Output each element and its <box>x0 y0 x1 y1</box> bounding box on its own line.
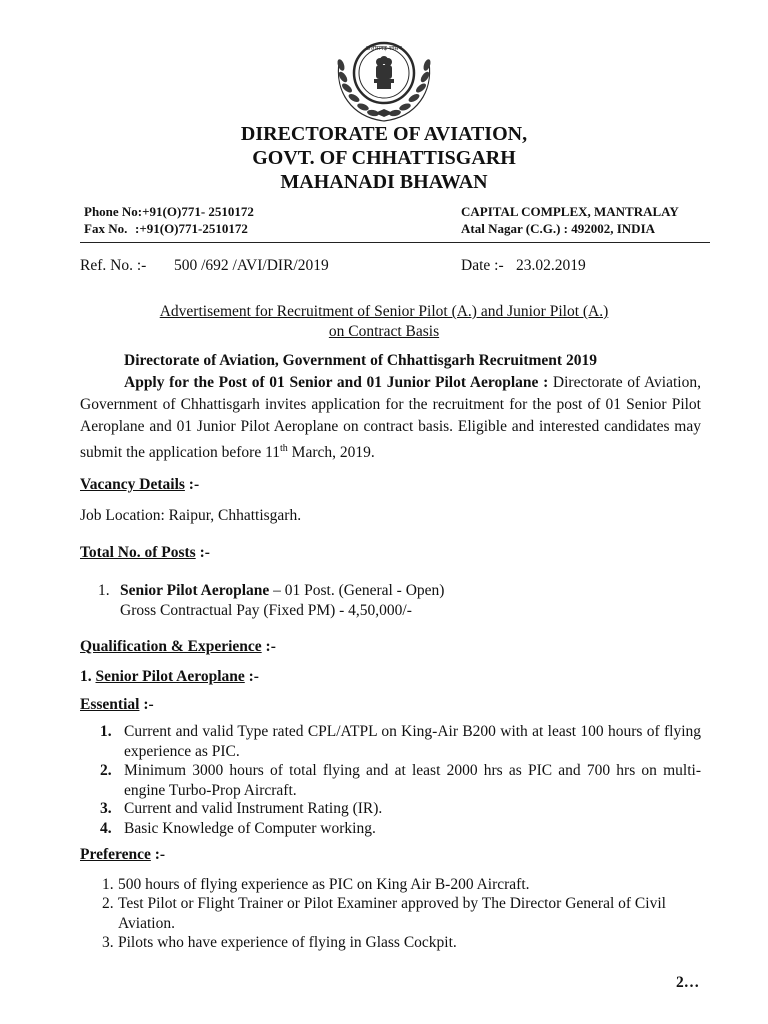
qualification-sub-heading: Senior Pilot Aeroplane <box>95 668 245 685</box>
org-title-line3: MAHANADI BHAWAN <box>280 171 488 193</box>
intro-paragraph <box>80 372 701 464</box>
essential-item-text: Current and valid Instrument Rating (IR). <box>124 800 383 817</box>
org-title-line1: DIRECTORATE OF AVIATION, <box>240 123 528 145</box>
qualification-heading-row <box>80 636 276 658</box>
preference-item <box>102 875 701 895</box>
vacancy-suffix: :- <box>184 476 200 493</box>
preference-suffix: :- <box>150 846 166 863</box>
essential-heading-row <box>80 694 154 716</box>
advertisement-title-line2: on Contract Basis <box>328 323 440 340</box>
fax-label: Fax No. <box>84 221 128 236</box>
posts-suffix: :- <box>195 544 210 561</box>
fax-number: :+91(O)771-2510172 <box>135 221 248 236</box>
essential-item-number: 1. <box>100 723 112 740</box>
preference-item-text: 500 hours of flying experience as PIC on King Air B-200 Aircraft. <box>118 876 530 893</box>
preference-item <box>102 894 701 933</box>
qualification-sub-number: 1. <box>80 668 96 685</box>
intro-body-end: March, 2019. <box>287 444 375 462</box>
essential-item-number: 2. <box>100 762 112 779</box>
intro-superscript: th <box>280 443 288 454</box>
essential-item <box>100 761 701 800</box>
phone-number: Phone No:+91(O)771- 2510172 <box>84 204 254 219</box>
posts-heading: Total No. of Posts <box>80 544 196 561</box>
preference-item-number: 1. <box>102 876 114 893</box>
preference-item <box>102 933 701 953</box>
job-location: Job Location: Raipur, Chhattisgarh. <box>80 507 302 524</box>
preference-heading: Preference <box>80 846 151 863</box>
address-line2: Atal Nagar (C.G.) : 492002, INDIA <box>461 221 656 236</box>
essential-item-number: 3. <box>100 800 112 817</box>
preference-item-number: 3. <box>102 934 114 951</box>
intro-heading: Directorate of Aviation, Government of Chhattisgarh Recruitment 2019 <box>124 352 597 369</box>
preference-item-text: Pilots who have experience of flying in Glass Cockpit. <box>118 934 457 951</box>
qualification-suffix: :- <box>261 638 276 655</box>
post-item <box>120 580 444 602</box>
vacancy-heading: Vacancy Details <box>80 476 185 493</box>
intro-body: Directorate of Aviation, Government of Chhattisgarh invites application for the recruitment for the post of 01 Senior Pilot Aeroplane and 01 Junior Pilot Aeroplane on contract basis. Eligible and interested candidates may submit the application before 11 <box>80 374 701 462</box>
chhattisgarh-emblem <box>331 25 437 123</box>
post-item-number: 1. <box>98 582 110 599</box>
essential-item <box>100 722 701 761</box>
org-title-line2: GOVT. OF CHHATTISGARH <box>252 147 516 169</box>
qualification-sub-suffix: :- <box>244 668 259 685</box>
qualification-sub-row <box>80 666 259 688</box>
vacancy-heading-row <box>80 474 199 496</box>
intro-lead: Apply for the Post of 01 Senior and 01 Junior Pilot Aeroplane : <box>124 374 549 391</box>
page-continuation-marker: 2… <box>676 974 700 991</box>
essential-item-text: Basic Knowledge of Computer working. <box>124 820 376 837</box>
qualification-heading: Qualification & Experience <box>80 638 262 655</box>
advertisement-title-line1: Advertisement for Recruitment of Senior Pilot (A.) and Junior Pilot (A.) <box>159 303 609 320</box>
essential-item <box>100 799 701 819</box>
preference-item-text: Test Pilot or Flight Trainer or Pilot Examiner approved by The Director General of Civil Aviation. <box>118 895 666 932</box>
address-line1: CAPITAL COMPLEX, MANTRALAY <box>461 204 679 219</box>
posts-heading-row <box>80 542 210 564</box>
essential-item-text: Minimum 3000 hours of total flying and at least 2000 hrs as PIC and 700 hrs on multi-engine Turbo-Prop Aircraft. <box>124 762 701 799</box>
header-divider <box>80 242 710 243</box>
date-value: 23.02.2019 <box>516 257 586 274</box>
post-item-title: Senior Pilot Aeroplane <box>120 582 270 599</box>
post-item-detail: – 01 Post. (General - Open) <box>269 582 445 599</box>
post-pay: Gross Contractual Pay (Fixed PM) - 4,50,000/- <box>120 602 412 619</box>
essential-suffix: :- <box>139 696 154 713</box>
essential-heading: Essential <box>80 696 140 713</box>
preference-item-number: 2. <box>102 895 114 912</box>
essential-item <box>100 819 701 839</box>
reference-number: 500 /692 /AVI/DIR/2019 <box>174 257 329 274</box>
emblem-text: छत्तीसगढ़ शासन <box>366 45 402 52</box>
essential-item-text: Current and valid Type rated CPL/ATPL on King-Air B200 with at least 100 hours of flying experience as PIC. <box>124 723 701 760</box>
essential-item-number: 4. <box>100 820 112 837</box>
preference-heading-row <box>80 844 165 866</box>
date-label: Date :- <box>461 257 504 274</box>
reference-label: Ref. No. :- <box>80 257 147 274</box>
